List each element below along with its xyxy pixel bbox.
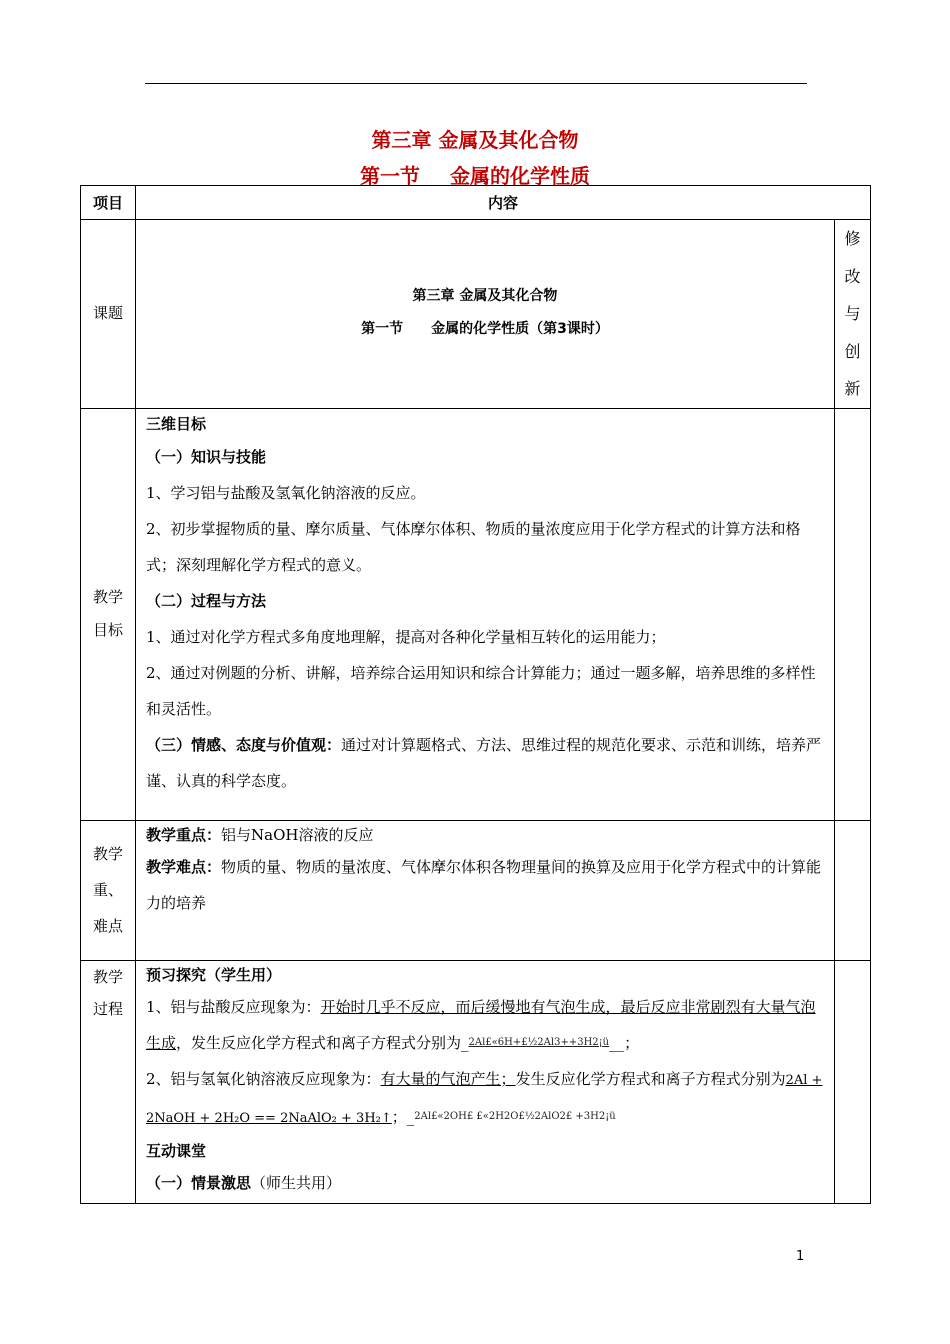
question-2-mid: 发生反应化学方程式和离子方程式分别为 (515, 1069, 786, 1088)
question-1-mid: ，发生反应化学方程式和离子方程式分别为 (176, 1033, 462, 1052)
process-heading: （二）过程与方法 (146, 591, 267, 610)
goals-heading: 三维目标 (146, 414, 207, 433)
chapter-title: 第三章 金属及其化合物 (371, 128, 579, 152)
goals-note-cell (834, 408, 870, 820)
subject-content (136, 220, 835, 409)
question-2-prefix: 2、铝与氢氧化钠溶液反应现象为： (146, 1069, 381, 1088)
section-title-number: 第一节 (360, 164, 420, 188)
lesson-plan-table (80, 185, 871, 1204)
focus-note-cell (834, 820, 870, 960)
emotion-item (146, 727, 826, 799)
revise-char: 改 (844, 266, 861, 286)
hard-point-text: 物质的量、物质的量浓度、气体摩尔体积各物理量间的换算及应用于化学方程式中的计算能力的培养 (146, 857, 822, 912)
process-item-2: 2、通过对例题的分析、讲解，培养综合运用知识和综合计算能力；通过一题多解，培养思维的多样性和灵活性。 (146, 663, 816, 718)
revise-char: 新 (844, 379, 861, 398)
revise-char: 修 (844, 229, 861, 248)
process-note-cell (834, 960, 870, 1203)
subject-line-2: 第一节 金属的化学性质（第3课时） (361, 321, 609, 337)
question-1: 1、铝与盐酸反应现象为：开始时几乎不反应，而后缓慢地有气泡生成，最后反应非常剧烈有大量气泡生成，发生反应化学方程式和离子方程式分别为_$^{2Al£«6H+£\frac{1}{2}2Al3++3H2¡ü}$__； (146, 997, 816, 1052)
focus-content (136, 820, 835, 960)
header-rule (145, 83, 807, 84)
process-label: 教学过程 (81, 960, 136, 1203)
preview-heading: 预习探究（学生用） (146, 965, 282, 984)
process-row (81, 960, 871, 1203)
scene-line (146, 1165, 826, 1201)
scene-note: （师生共用） (251, 1173, 342, 1192)
interactive-heading: 互动课堂 (146, 1141, 207, 1160)
goals-row (81, 408, 871, 820)
revise-char: 与 (844, 304, 861, 323)
header-content: 内容 (136, 186, 871, 220)
knowledge-heading: （一）知识与技能 (146, 447, 267, 466)
process-item-1: 1、通过对化学方程式多角度地理解，提高对各种化学量相互转化的运用能力； (146, 627, 666, 646)
table-header-row (81, 186, 871, 220)
focus-label: 教学重、难点 (81, 820, 136, 960)
process-content (136, 960, 835, 1203)
question-2: 2、铝与氢氧化钠溶液反应现象为：有大量的气泡产生；发生反应化学方程式和离子方程式分别为2Al + 2NaOH + 2H₂O == 2NaAlO₂ + 3H₂↑；_$^{2Al£«2OH£ £«2H2O£\frac{1}{2}2AlO2£ +3H2¡ü}$ (146, 1069, 823, 1126)
knowledge-item-2: 2、初步掌握物质的量、摩尔质量、气体摩尔体积、物质的量浓度应用于化学方程式的计算方法和格式；深刻理解化学方程式的意义。 (146, 519, 801, 574)
subject-row (81, 220, 871, 409)
key-point (146, 821, 826, 849)
key-point-text: 铝与NaOH溶液的反应 (221, 825, 374, 844)
subject-line-1: 第三章 金属及其化合物 (412, 288, 558, 304)
question-2-answer: 有大量的气泡产生； (380, 1069, 516, 1088)
hard-point (146, 849, 826, 921)
question-1-end: ； (624, 1033, 640, 1052)
question-2-equation-2: 2Al£«2OH£ £«2H2O£½2AlO2£ +3H2¡ü (414, 1110, 616, 1122)
goals-label: 教学目标 (81, 408, 136, 820)
question-1-equation: 2Al£«6H+£½2Al3++3H2¡ü (468, 1036, 610, 1048)
question-1-prefix: 1、铝与盐酸反应现象为： (146, 997, 321, 1016)
goals-content (136, 408, 835, 820)
hard-point-label: 教学难点： (146, 857, 222, 876)
question-2-sep: ； (391, 1107, 407, 1126)
question-1-answer: 开始时几乎不反应，而后缓慢地有气泡生成，最后反应非常剧烈有大量气泡生成 (146, 997, 816, 1052)
header-item: 项目 (81, 186, 136, 220)
emotion-text: 通过对计算题格式、方法、思维过程的规范化要求、示范和训练，培养严谨、认真的科学态度。 (146, 735, 822, 790)
scene-heading: （一）情景激思 (146, 1173, 252, 1192)
emotion-heading: （三）情感、态度与价值观： (146, 735, 342, 754)
page-number: 1 (796, 1249, 805, 1264)
question-2-equation-1: 2Al + 2NaOH + 2H₂O == 2NaAlO₂ + 3H₂↑ (146, 1072, 823, 1126)
subject-label: 课题 (81, 220, 136, 409)
focus-row (81, 820, 871, 960)
key-point-label: 教学重点： (146, 825, 222, 844)
knowledge-item-1: 1、学习铝与盐酸及氢氧化钠溶液的反应。 (146, 483, 426, 502)
section-title-name: 金属的化学性质 (450, 164, 590, 188)
revise-char: 创 (844, 341, 861, 361)
revise-note (834, 220, 870, 409)
